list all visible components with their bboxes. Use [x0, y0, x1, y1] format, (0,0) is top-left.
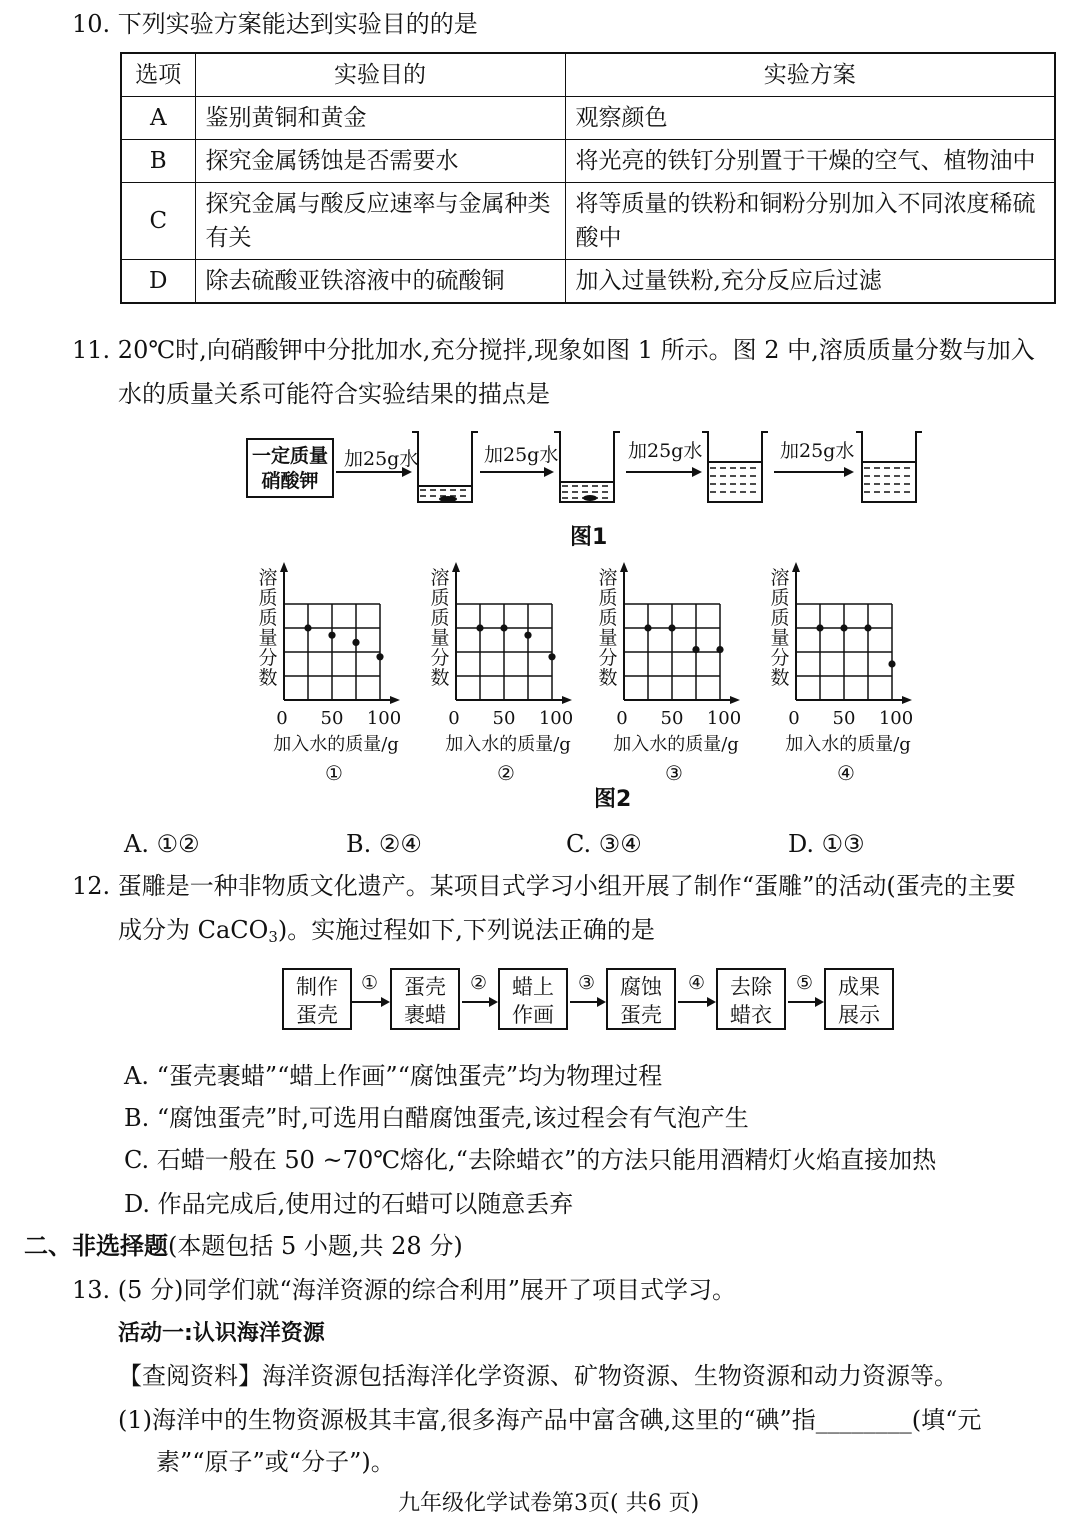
row-option: B — [121, 140, 195, 183]
q13-sub1-line1: (1)海洋中的生物资源极其丰富,很多海产品中富含碘,这里的“碘”指________(填“元 — [118, 1406, 982, 1434]
y-axis-label-char: 分 — [430, 647, 450, 669]
q12-option-a: A. “蛋壳裹蜡”“蜡上作画”“腐蚀蛋壳”均为物理过程 — [124, 1062, 663, 1090]
y-axis-arrow — [452, 562, 460, 572]
row-purpose: 除去硫酸亚铁溶液中的硫酸铜 — [195, 260, 565, 304]
row-plan: 观察颜色 — [565, 97, 1055, 140]
y-axis-label-char: 质 — [258, 587, 278, 609]
y-axis-label-char: 量 — [430, 627, 450, 649]
page-footer: 九年级化学试卷第3页( 共6 页) — [398, 1491, 700, 1516]
flow-box-text: 蜡上 — [512, 974, 554, 999]
header-plan: 实验方案 — [565, 53, 1055, 97]
y-axis-label-char: 质 — [770, 587, 790, 609]
section-2-heading — [24, 1230, 463, 1262]
flow-step-5: ⑤ — [796, 972, 814, 994]
y-axis-label-char: 质 — [598, 587, 618, 609]
header-option: 选项 — [121, 53, 195, 97]
flow-box-make-shell — [282, 968, 352, 1030]
figure-2-caption: 图2 — [594, 787, 632, 812]
y-axis-arrow — [620, 562, 628, 572]
y-axis-label-char: 数 — [430, 667, 450, 689]
y-axis-label-char: 质 — [430, 607, 450, 629]
arrow-head-2 — [544, 467, 554, 477]
y-axis-arrow — [280, 562, 288, 572]
flow-box-text: 裹蜡 — [404, 1002, 446, 1027]
y-axis-label-char: 溶 — [770, 567, 790, 589]
flow-box-text: 腐蚀 — [620, 974, 662, 999]
row-purpose: 鉴别黄铜和黄金 — [195, 97, 565, 140]
q10-table — [120, 52, 1056, 304]
q11-stem-line1: 11. 20℃时,向硝酸钾中分批加水,充分搅拌,现象如图 1 所示。图 2 中,溶质质量分数与加入 — [72, 336, 1035, 364]
x-axis-arrow — [902, 696, 912, 704]
row-purpose: 探究金属与酸反应速率与金属种类有关 — [195, 183, 565, 260]
q12-option-d: D. 作品完成后,使用过的石蜡可以随意丢弃 — [124, 1190, 574, 1218]
arrow-head-3 — [692, 467, 702, 477]
plot-label: ③ — [665, 761, 683, 785]
y-axis-label-char: 量 — [598, 627, 618, 649]
row-purpose: 探究金属锈蚀是否需要水 — [195, 140, 565, 183]
x-tick-label: 0 — [448, 708, 460, 729]
row-option: D — [121, 260, 195, 304]
data-point — [888, 660, 895, 667]
data-point — [864, 624, 871, 631]
flow-box-text: 成果 — [838, 974, 880, 999]
header-purpose: 实验目的 — [195, 53, 565, 97]
y-axis-label-char: 量 — [770, 627, 790, 649]
flow-box-text: 蛋壳 — [296, 1002, 338, 1027]
data-point — [716, 646, 723, 653]
data-point — [840, 624, 847, 631]
y-axis-arrow — [792, 562, 800, 572]
q10-stem: 10. 下列实验方案能达到实验目的的是 — [72, 10, 478, 38]
x-tick-label: 50 — [660, 708, 684, 729]
y-axis-label-char: 数 — [598, 667, 618, 689]
x-axis-arrow — [562, 696, 572, 704]
x-axis-arrow — [390, 696, 400, 704]
table-header-row — [121, 53, 1055, 97]
y-axis-label-char: 分 — [770, 647, 790, 669]
row-option: A — [121, 97, 195, 140]
q12-stem-rest: )。实施过程如下,下列说法正确的是 — [277, 916, 655, 944]
flow-step-4: ④ — [688, 972, 706, 994]
data-point — [376, 653, 383, 660]
data-point — [500, 624, 507, 631]
data-point — [548, 653, 555, 660]
q12-stem-line1: 12. 蛋雕是一种非物质文化遗产。某项目式学习小组开展了制作“蛋雕”的活动(蛋壳的主要 — [72, 872, 1016, 900]
x-axis-label: 加入水的质量/g — [785, 734, 911, 755]
table-row — [121, 260, 1055, 304]
y-axis-label-char: 质 — [770, 607, 790, 629]
flow-box-text: 蛋壳 — [404, 974, 446, 999]
y-axis-label-char: 质 — [430, 587, 450, 609]
q13-activity-title: 活动一:认识海洋资源 — [118, 1321, 325, 1346]
plot-label: ② — [497, 761, 515, 785]
q11-option-c: C. ③④ — [566, 830, 642, 858]
q12-option-b: B. “腐蚀蛋壳”时,可选用白醋腐蚀蛋壳,该过程会有气泡产生 — [124, 1104, 749, 1132]
flow-step-3: ③ — [578, 972, 596, 994]
flow-step-1: ① — [361, 972, 379, 994]
y-axis-label-char: 溶 — [430, 567, 450, 589]
flow-box-text: 制作 — [296, 974, 338, 999]
q11-option-d: D. ①③ — [788, 830, 865, 858]
q11-option-b: B. ②④ — [346, 830, 422, 858]
x-axis-arrow — [730, 696, 740, 704]
row-plan: 将等质量的铁粉和铜粉分别加入不同浓度稀硫酸中 — [565, 183, 1055, 260]
data-point — [304, 624, 311, 631]
row-plan: 加入过量铁粉,充分反应后过滤 — [565, 260, 1055, 304]
y-axis-label-char: 数 — [770, 667, 790, 689]
q12-option-c: C. 石蜡一般在 50 ~70℃熔化,“去除蜡衣”的方法只能用酒精灯火焰直接加热 — [124, 1146, 937, 1174]
x-tick-label: 100 — [706, 708, 742, 729]
flow-box-text: 作画 — [512, 1002, 554, 1027]
x-tick-label: 50 — [320, 708, 344, 729]
figure-2-plots — [0, 560, 1080, 800]
section-2-note: (本题包括 5 小题,共 28 分) — [168, 1232, 463, 1260]
figure-1-caption: 图1 — [570, 525, 608, 550]
data-point — [816, 624, 823, 631]
flow-box-text: 展示 — [838, 1002, 880, 1027]
figure-1-drawing — [0, 420, 1080, 530]
flow-box-text: 蛋壳 — [620, 1002, 662, 1027]
q13-reference: 【查阅资料】海洋资源包括海洋化学资源、矿物资源、生物资源和动力资源等。 — [118, 1362, 958, 1390]
row-plan: 将光亮的铁钉分别置于干燥的空气、植物油中 — [565, 140, 1055, 183]
row-option: C — [121, 183, 195, 260]
y-axis-label-char: 数 — [258, 667, 278, 689]
x-tick-label: 50 — [832, 708, 856, 729]
start-box-line1: 一定质量 — [251, 445, 328, 467]
data-point — [644, 624, 651, 631]
x-axis-label: 加入水的质量/g — [273, 734, 399, 755]
x-axis-label: 加入水的质量/g — [613, 734, 739, 755]
add-water-label-4: 加25g水 — [780, 440, 855, 462]
x-tick-label: 0 — [788, 708, 800, 729]
q12-stem-formula: 成分为 CaCO — [118, 916, 269, 944]
y-axis-label-char: 质 — [258, 607, 278, 629]
data-point — [524, 632, 531, 639]
plot-label: ① — [325, 761, 343, 785]
x-tick-label: 0 — [616, 708, 628, 729]
flow-box-etch — [606, 968, 676, 1030]
flow-box-text: 蜡衣 — [730, 1002, 772, 1027]
table-row — [121, 140, 1055, 183]
flow-box-wax-coat — [390, 968, 460, 1030]
start-box-line2: 硝酸钾 — [261, 470, 319, 492]
data-point — [352, 639, 359, 646]
q13-sub1-line2: 素”“原子”或“分子”)。 — [156, 1448, 395, 1476]
x-tick-label: 0 — [276, 708, 288, 729]
y-axis-label-char: 量 — [258, 627, 278, 649]
x-tick-label: 100 — [366, 708, 402, 729]
data-point — [668, 624, 675, 631]
add-water-label-3: 加25g水 — [628, 440, 703, 462]
x-tick-label: 100 — [878, 708, 914, 729]
section-2-title: 二、非选择题 — [24, 1232, 168, 1260]
table-row — [121, 97, 1055, 140]
flow-box-remove-wax — [716, 968, 786, 1030]
y-axis-label-char: 分 — [258, 647, 278, 669]
arrow-head-4 — [844, 467, 854, 477]
q11-option-a: A. ①② — [124, 830, 200, 858]
x-tick-label: 100 — [538, 708, 574, 729]
flow-box-text: 去除 — [730, 974, 772, 999]
data-point — [692, 646, 699, 653]
x-tick-label: 50 — [492, 708, 516, 729]
q12-stem-line2 — [118, 914, 655, 953]
add-water-label-1: 加25g水 — [344, 448, 419, 470]
y-axis-label-char: 溶 — [598, 567, 618, 589]
add-water-label-2: 加25g水 — [484, 444, 559, 466]
plot-label: ④ — [837, 761, 855, 785]
flow-box-show — [824, 968, 894, 1030]
q13-stem: 13. (5 分)同学们就“海洋资源的综合利用”展开了项目式学习。 — [72, 1276, 736, 1304]
y-axis-label-char: 质 — [598, 607, 618, 629]
x-axis-label: 加入水的质量/g — [445, 734, 571, 755]
beaker-1 — [412, 432, 478, 502]
q12-stem-subscript: 3 — [268, 928, 278, 946]
y-axis-label-char: 溶 — [258, 567, 278, 589]
data-point — [476, 624, 483, 631]
data-point — [328, 632, 335, 639]
flow-box-draw — [498, 968, 568, 1030]
y-axis-label-char: 分 — [598, 647, 618, 669]
table-row — [121, 183, 1055, 260]
q11-stem-line2: 水的质量关系可能符合实验结果的描点是 — [118, 380, 550, 408]
flow-step-2: ② — [470, 972, 488, 994]
